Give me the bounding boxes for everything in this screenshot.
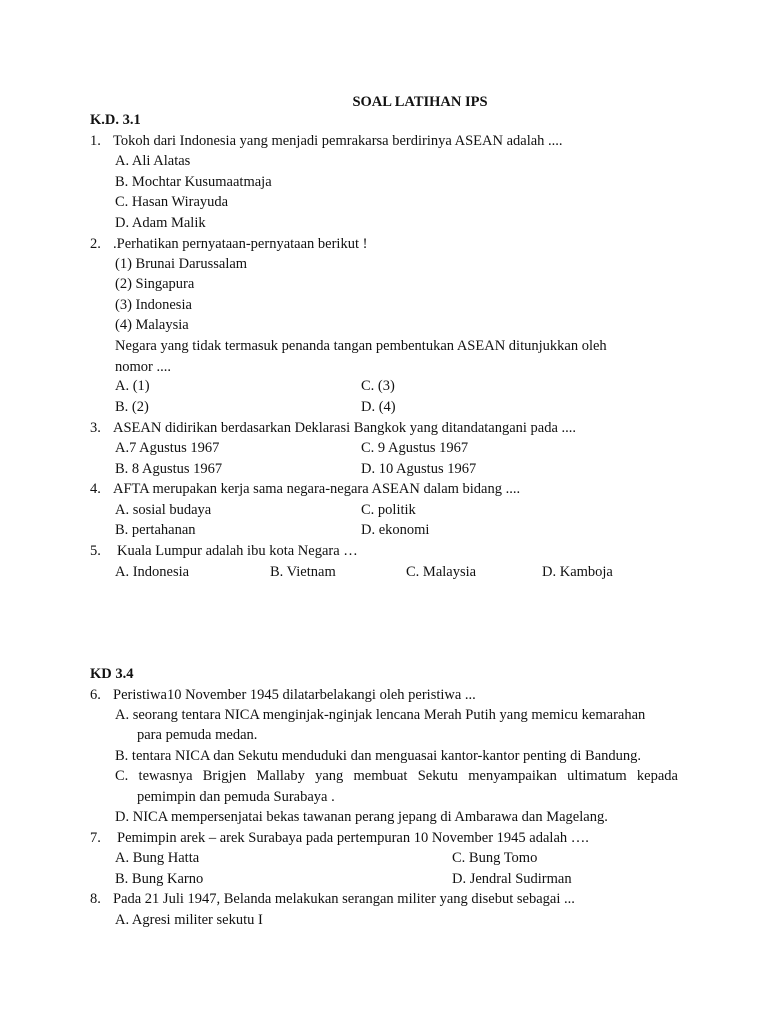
question-2-text: .Perhatikan pernyataan-pernyataan berikut !: [113, 236, 368, 252]
q5-option-c: C. Malaysia: [406, 564, 477, 580]
section-heading-kd34: KD 3.4: [90, 666, 134, 682]
q5-option-b: B. Vietnam: [270, 564, 336, 580]
q1-option-a: A. Ali Alatas: [115, 153, 191, 169]
document-title: SOAL LATIHAN IPS: [352, 94, 488, 110]
q5-option-a: A. Indonesia: [115, 564, 190, 580]
question-1-text: Tokoh dari Indonesia yang menjadi pemrakarsa berdirinya ASEAN adalah ....: [113, 133, 563, 149]
q7-option-b: B. Bung Karno: [115, 871, 204, 887]
q6-option-a-line-2: para pemuda medan.: [137, 727, 258, 743]
q4-option-b: B. pertahanan: [115, 522, 196, 538]
q7-option-a: A. Bung Hatta: [115, 850, 200, 866]
q5-option-d: D. Kamboja: [542, 564, 613, 580]
q2-item-2: (2) Singapura: [115, 276, 195, 292]
q1-option-b: B. Mochtar Kusumaatmaja: [115, 174, 272, 190]
question-number: 8.: [90, 891, 101, 907]
question-6-text: Peristiwa10 November 1945 dilatarbelakangi oleh peristiwa ...: [113, 687, 476, 703]
q6-option-a-line-1: A. seorang tentara NICA menginjak-nginjak lencana Merah Putih yang memicu kemarahan: [115, 707, 646, 723]
question-3-text: ASEAN didirikan berdasarkan Deklarasi Bangkok yang ditandatangani pada ....: [113, 420, 577, 436]
question-number: 6.: [90, 687, 101, 703]
q4-option-c: C. politik: [361, 502, 416, 518]
q1-option-c: C. Hasan Wirayuda: [115, 194, 229, 210]
q2-option-c: C. (3): [361, 378, 395, 394]
q6-option-c-line-1: C. tewasnya Brigjen Mallaby yang membuat Sekutu menyampaikan ultimatum kepada: [115, 768, 678, 784]
q6-option-d: D. NICA mempersenjatai bekas tawanan perang jepang di Ambarawa dan Magelang.: [115, 809, 608, 825]
question-8-text: Pada 21 Juli 1947, Belanda melakukan serangan militer yang disebut sebagai ...: [113, 891, 575, 907]
q3-option-c: C. 9 Agustus 1967: [361, 440, 469, 456]
q6-option-b: B. tentara NICA dan Sekutu menduduki dan menguasai kantor-kantor penting di Bandung.: [115, 748, 642, 764]
q7-option-d: D. Jendral Sudirman: [452, 871, 572, 887]
question-7-text: Pemimpin arek – arek Surabaya pada pertempuran 10 November 1945 adalah ….: [117, 830, 589, 846]
q2-option-a: A. (1): [115, 378, 150, 394]
q6-option-c-line-2: pemimpin dan pemuda Surabaya .: [137, 789, 335, 805]
q2-option-d: D. (4): [361, 399, 396, 415]
q2-item-3: (3) Indonesia: [115, 297, 192, 313]
q2-item-1: (1) Brunai Darussalam: [115, 256, 248, 272]
q2-stem-line-2: nomor ....: [115, 359, 171, 375]
question-number: 5.: [90, 543, 101, 559]
q2-stem-line-1: Negara yang tidak termasuk penanda tangan pembentukan ASEAN ditunjukkan oleh: [115, 338, 607, 354]
question-number: 3.: [90, 420, 101, 436]
question-number: 7.: [90, 830, 101, 846]
q3-option-b: B. 8 Agustus 1967: [115, 461, 223, 477]
q3-option-d: D. 10 Agustus 1967: [361, 461, 477, 477]
q2-item-4: (4) Malaysia: [115, 317, 189, 333]
question-5-text: Kuala Lumpur adalah ibu kota Negara …: [117, 543, 358, 559]
section-heading-kd31: K.D. 3.1: [90, 112, 141, 128]
q7-option-c: C. Bung Tomo: [452, 850, 538, 866]
question-number: 2.: [90, 236, 101, 252]
q3-option-a: A.7 Agustus 1967: [115, 440, 220, 456]
question-number: 4.: [90, 481, 101, 497]
question-4-text: AFTA merupakan kerja sama negara-negara ASEAN dalam bidang ....: [113, 481, 521, 497]
q2-option-b: B. (2): [115, 399, 149, 415]
q4-option-a: A. sosial budaya: [115, 502, 212, 518]
q1-option-d: D. Adam Malik: [115, 215, 206, 231]
q4-option-d: D. ekonomi: [361, 522, 430, 538]
q8-option-a: A. Agresi militer sekutu I: [115, 912, 263, 928]
question-number: 1.: [90, 133, 101, 149]
